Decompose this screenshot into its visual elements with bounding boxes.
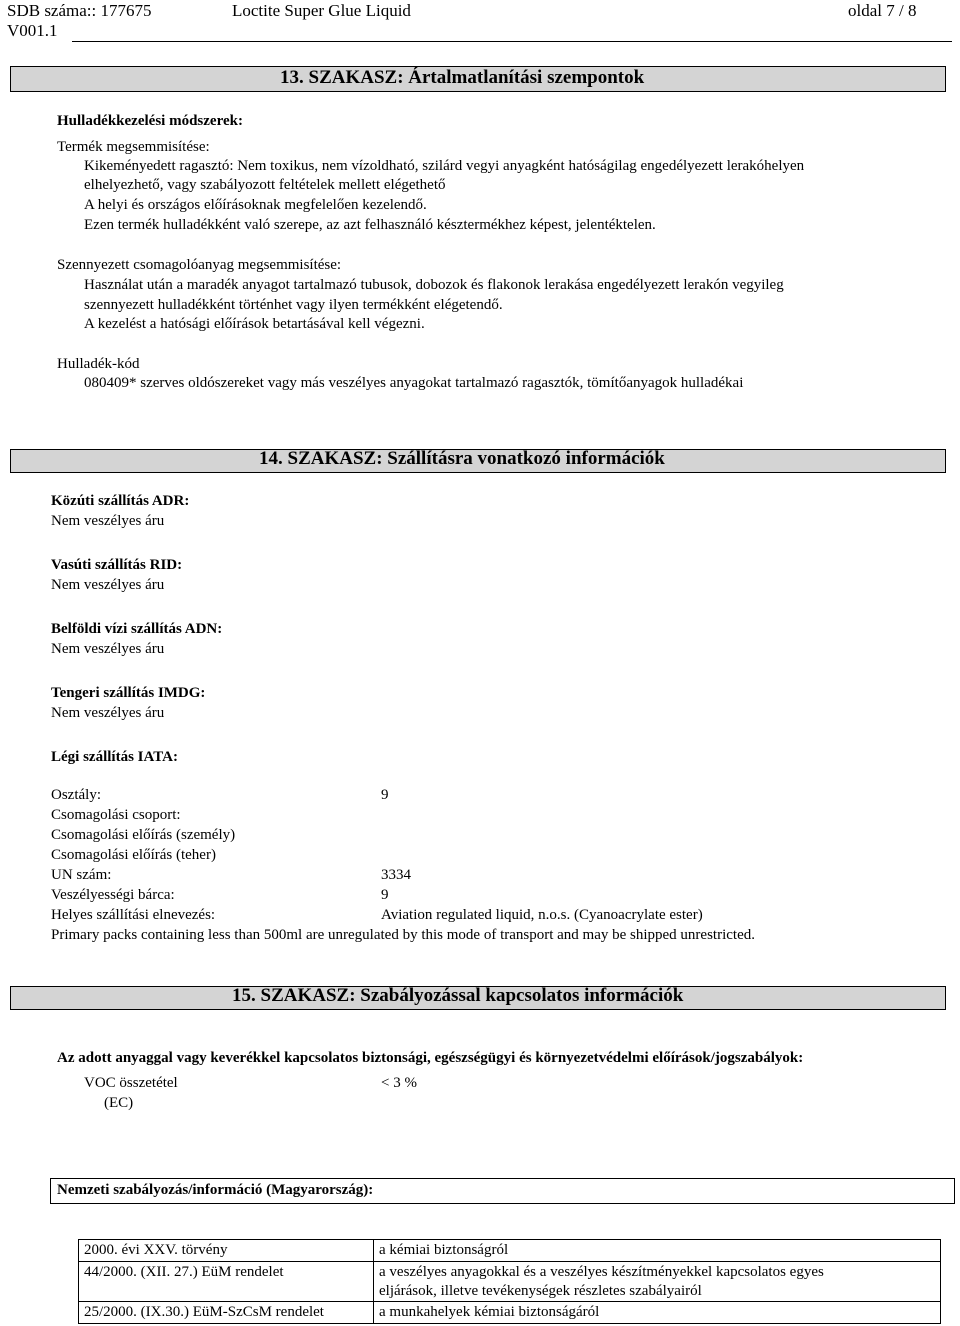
adn-label: Belföldi vízi szállítás ADN: xyxy=(51,621,223,637)
section-14-title: 14. SZAKASZ: Szállításra vonatkozó információk xyxy=(259,448,665,469)
product-disposal-line: elhelyezhető, vagy szabályozott feltételek mellett elégethető xyxy=(84,177,446,193)
adr-label: Közúti szállítás ADR: xyxy=(51,493,190,509)
iata-row-label: Veszélyességi bárca: xyxy=(51,887,175,903)
packaging-disposal-label: Szennyezett csomagolóanyag megsemmisítése: xyxy=(57,257,342,273)
description-line: eljárások, illetve tevékenységek részletes szabályairól xyxy=(379,1282,702,1299)
national-regulation-table xyxy=(78,1239,941,1324)
version: V001.1 xyxy=(7,21,58,40)
waste-code: 080409* szerves oldószereket vagy más veszélyes anyagokat tartalmazó ragasztók, tömítőanyagok hulladékai xyxy=(84,375,744,391)
product-disposal-line: A helyi és országos előírásoknak megfelelően kezelendő. xyxy=(84,197,427,213)
section-13-title: 13. SZAKASZ: Ártalmatlanítási szempontok xyxy=(280,67,645,88)
regulations-subtitle: Az adott anyaggal vagy keverékkel kapcsolatos biztonsági, egészségügyi és környezetvédelmi előírások/jogszabályok: xyxy=(57,1050,804,1066)
table-row xyxy=(79,1240,941,1262)
description-cell xyxy=(374,1261,941,1302)
page-number: oldal 7 / 8 xyxy=(848,1,917,20)
adr-value: Nem veszélyes áru xyxy=(51,513,165,529)
law-cell: 25/2000. (IX.30.) EüM-SzCsM rendelet xyxy=(79,1302,374,1324)
packaging-disposal-line: Használat után a maradék anyagot tartalmazó tubusok, dobozok és flakonok lerakása engedélyezett lerakón vegyileg xyxy=(84,277,784,293)
voc-label: VOC összetétel xyxy=(84,1075,178,1091)
imdg-label: Tengeri szállítás IMDG: xyxy=(51,685,206,701)
description-cell xyxy=(374,1240,941,1262)
waste-code-label: Hulladék-kód xyxy=(57,356,140,372)
voc-sub: (EC) xyxy=(104,1095,134,1111)
iata-row-label: UN szám: xyxy=(51,867,112,883)
iata-row-value: Aviation regulated liquid, n.o.s. (Cyanoacrylate ester) xyxy=(381,907,703,923)
iata-row-label: Osztály: xyxy=(51,787,101,803)
rid-label: Vasúti szállítás RID: xyxy=(51,557,183,573)
iata-label: Légi szállítás IATA: xyxy=(51,749,178,765)
description-cell xyxy=(374,1302,941,1324)
packaging-disposal-line: szennyezett hulladékként történhet vagy ilyen termékként elégetendő. xyxy=(84,297,503,313)
table-row xyxy=(79,1302,941,1324)
product-disposal-line: Kikeményedett ragasztó: Nem toxikus, nem vízoldható, szilárd vegyi anyagként hatóságilag engedélyezett lerakóhelyen xyxy=(84,158,805,174)
voc-value: < 3 % xyxy=(381,1075,417,1091)
header-divider xyxy=(72,41,952,42)
iata-note: Primary packs containing less than 500ml are unregulated by this mode of transport and may be shipped unrestricted. xyxy=(51,927,755,943)
iata-row-label: Csomagolási csoport: xyxy=(51,807,181,823)
product-disposal-label: Termék megsemmisítése: xyxy=(57,139,210,155)
table-row xyxy=(79,1261,941,1302)
law-cell: 44/2000. (XII. 27.) EüM rendelet xyxy=(79,1261,374,1302)
sdb-number: SDB száma:: 177675 xyxy=(7,1,152,20)
iata-row-value: 9 xyxy=(381,887,389,903)
product-name: Loctite Super Glue Liquid xyxy=(232,1,411,20)
description-line: a munkahelyek kémiai biztonságáról xyxy=(379,1304,600,1321)
adn-value: Nem veszélyes áru xyxy=(51,641,165,657)
packaging-disposal-line: A kezelést a hatósági előírások betartásával kell végezni. xyxy=(84,316,425,332)
iata-row-label: Helyes szállítási elnevezés: xyxy=(51,907,216,923)
national-regulation-label: Nemzeti szabályozás/információ (Magyarország): xyxy=(57,1182,374,1198)
iata-row-value: 3334 xyxy=(381,867,411,883)
product-disposal-line: Ezen termék hulladékként való szerepe, az azt felhasználó késztermékhez képest, jelentéktelen. xyxy=(84,217,656,233)
rid-value: Nem veszélyes áru xyxy=(51,577,165,593)
law-cell: 2000. évi XXV. törvény xyxy=(79,1240,374,1262)
iata-row-label: Csomagolási előírás (személy) xyxy=(51,827,236,843)
iata-row-value: 9 xyxy=(381,787,389,803)
waste-methods-label: Hulladékkezelési módszerek: xyxy=(57,113,243,129)
section-15-title: 15. SZAKASZ: Szabályozással kapcsolatos információk xyxy=(232,985,684,1006)
iata-row-label: Csomagolási előírás (teher) xyxy=(51,847,216,863)
imdg-value: Nem veszélyes áru xyxy=(51,705,165,721)
description-line: a kémiai biztonságról xyxy=(379,1242,509,1258)
description-line: a veszélyes anyagokkal és a veszélyes készítményekkel kapcsolatos egyes xyxy=(379,1263,824,1280)
